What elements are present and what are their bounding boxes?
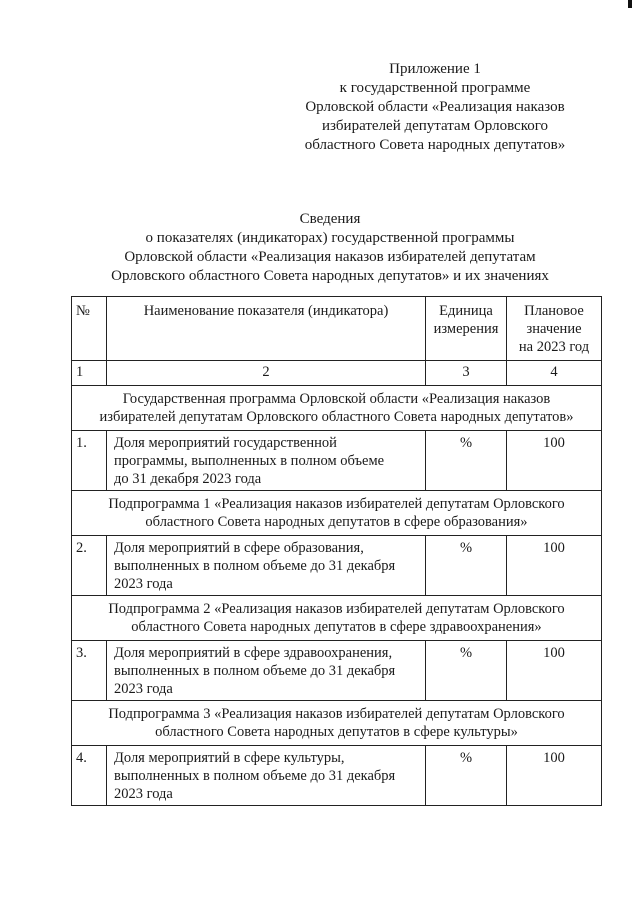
- row-name-line: выполненных в полном объеме до 31 декабря: [114, 663, 396, 679]
- section-title: [72, 491, 602, 536]
- header-plan-line: значение: [526, 321, 582, 337]
- col-number: 3: [426, 361, 507, 386]
- col-number: 1: [72, 361, 107, 386]
- document-title: [60, 210, 600, 286]
- row-name-line: выполненных в полном объеме до 31 декабря: [114, 768, 396, 784]
- section-header-row: [72, 491, 602, 536]
- title-line: Орловского областного Совета народных депутатов» и их значениях: [111, 268, 549, 284]
- row-name-line: до 31 декабря 2023 года: [114, 471, 262, 487]
- row-name-line: Доля мероприятий в сфере здравоохранения,: [114, 645, 393, 661]
- appendix-line: к государственной программе: [339, 80, 531, 96]
- row-name-line: 2023 года: [114, 576, 173, 592]
- section-title-line: Подпрограмма 3 «Реализация наказов избирателей депутатам Орловского: [108, 706, 565, 722]
- row-unit: %: [426, 431, 507, 491]
- appendix-line: избирателей депутатам Орловского: [321, 118, 549, 134]
- section-header-row: [72, 386, 602, 431]
- corner-mark: [628, 0, 632, 8]
- row-name: [107, 431, 426, 491]
- row-num: 1.: [72, 431, 107, 491]
- table-row: [72, 536, 602, 596]
- section-title: [72, 701, 602, 746]
- header-plan-line: на 2023 год: [518, 339, 590, 355]
- header-plan-line: Плановое: [524, 303, 584, 319]
- section-title-line: областного Совета народных депутатов в сфере образования»: [145, 514, 528, 530]
- col-number: 2: [107, 361, 426, 386]
- row-name-line: программы, выполненных в полном объеме: [114, 453, 385, 469]
- row-num: 2.: [72, 536, 107, 596]
- row-name: [107, 536, 426, 596]
- row-name-line: Доля мероприятий в сфере культуры,: [114, 750, 345, 766]
- row-name-line: 2023 года: [114, 681, 173, 697]
- header-unit-line: Единица: [439, 303, 493, 319]
- appendix-line: Орловской области «Реализация наказов: [305, 99, 565, 115]
- row-name-line: выполненных в полном объеме до 31 декабря: [114, 558, 396, 574]
- title-line: Сведения: [299, 211, 361, 227]
- section-title-line: Подпрограмма 2 «Реализация наказов избирателей депутатам Орловского: [108, 601, 565, 617]
- row-num: 4.: [72, 746, 107, 806]
- section-title: [72, 596, 602, 641]
- section-header-row: [72, 596, 602, 641]
- table-row: [72, 641, 602, 701]
- column-number-row: [72, 361, 602, 386]
- row-value: 100: [507, 536, 602, 596]
- row-value: 100: [507, 431, 602, 491]
- header-unit: [426, 297, 507, 361]
- section-title-line: областного Совета народных депутатов в сфере здравоохранения»: [131, 619, 542, 635]
- row-num: 3.: [72, 641, 107, 701]
- table-row: [72, 746, 602, 806]
- header-plan: [507, 297, 602, 361]
- row-name-line: Доля мероприятий в сфере образования,: [114, 540, 364, 556]
- row-unit: %: [426, 746, 507, 806]
- row-unit: %: [426, 536, 507, 596]
- header-num: №: [72, 297, 107, 361]
- section-title-line: избирателей депутатам Орловского областного Совета народных депутатов»: [99, 409, 574, 425]
- section-title-line: Государственная программа Орловской области «Реализация наказов: [122, 391, 551, 407]
- table-header-row: [72, 297, 602, 361]
- table-row: [72, 431, 602, 491]
- section-header-row: [72, 701, 602, 746]
- row-unit: %: [426, 641, 507, 701]
- title-line: Орловской области «Реализация наказов избирателей депутатам: [124, 249, 536, 265]
- section-title-line: областного Совета народных депутатов в сфере культуры»: [155, 724, 518, 740]
- section-title: [72, 386, 602, 431]
- appendix-line: областного Совета народных депутатов»: [304, 137, 566, 153]
- row-name: [107, 641, 426, 701]
- row-name: [107, 746, 426, 806]
- row-name-line: 2023 года: [114, 786, 173, 802]
- section-title-line: Подпрограмма 1 «Реализация наказов избирателей депутатам Орловского: [108, 496, 565, 512]
- col-number: 4: [507, 361, 602, 386]
- header-unit-line: измерения: [433, 321, 499, 337]
- row-value: 100: [507, 746, 602, 806]
- row-value: 100: [507, 641, 602, 701]
- indicators-table: [71, 296, 602, 806]
- appendix-block: [290, 60, 580, 155]
- appendix-line: Приложение 1: [389, 61, 481, 77]
- row-name-line: Доля мероприятий государственной: [114, 435, 337, 451]
- header-name: Наименование показателя (индикатора): [107, 297, 426, 361]
- title-line: о показателях (индикаторах) государственной программы: [145, 230, 515, 246]
